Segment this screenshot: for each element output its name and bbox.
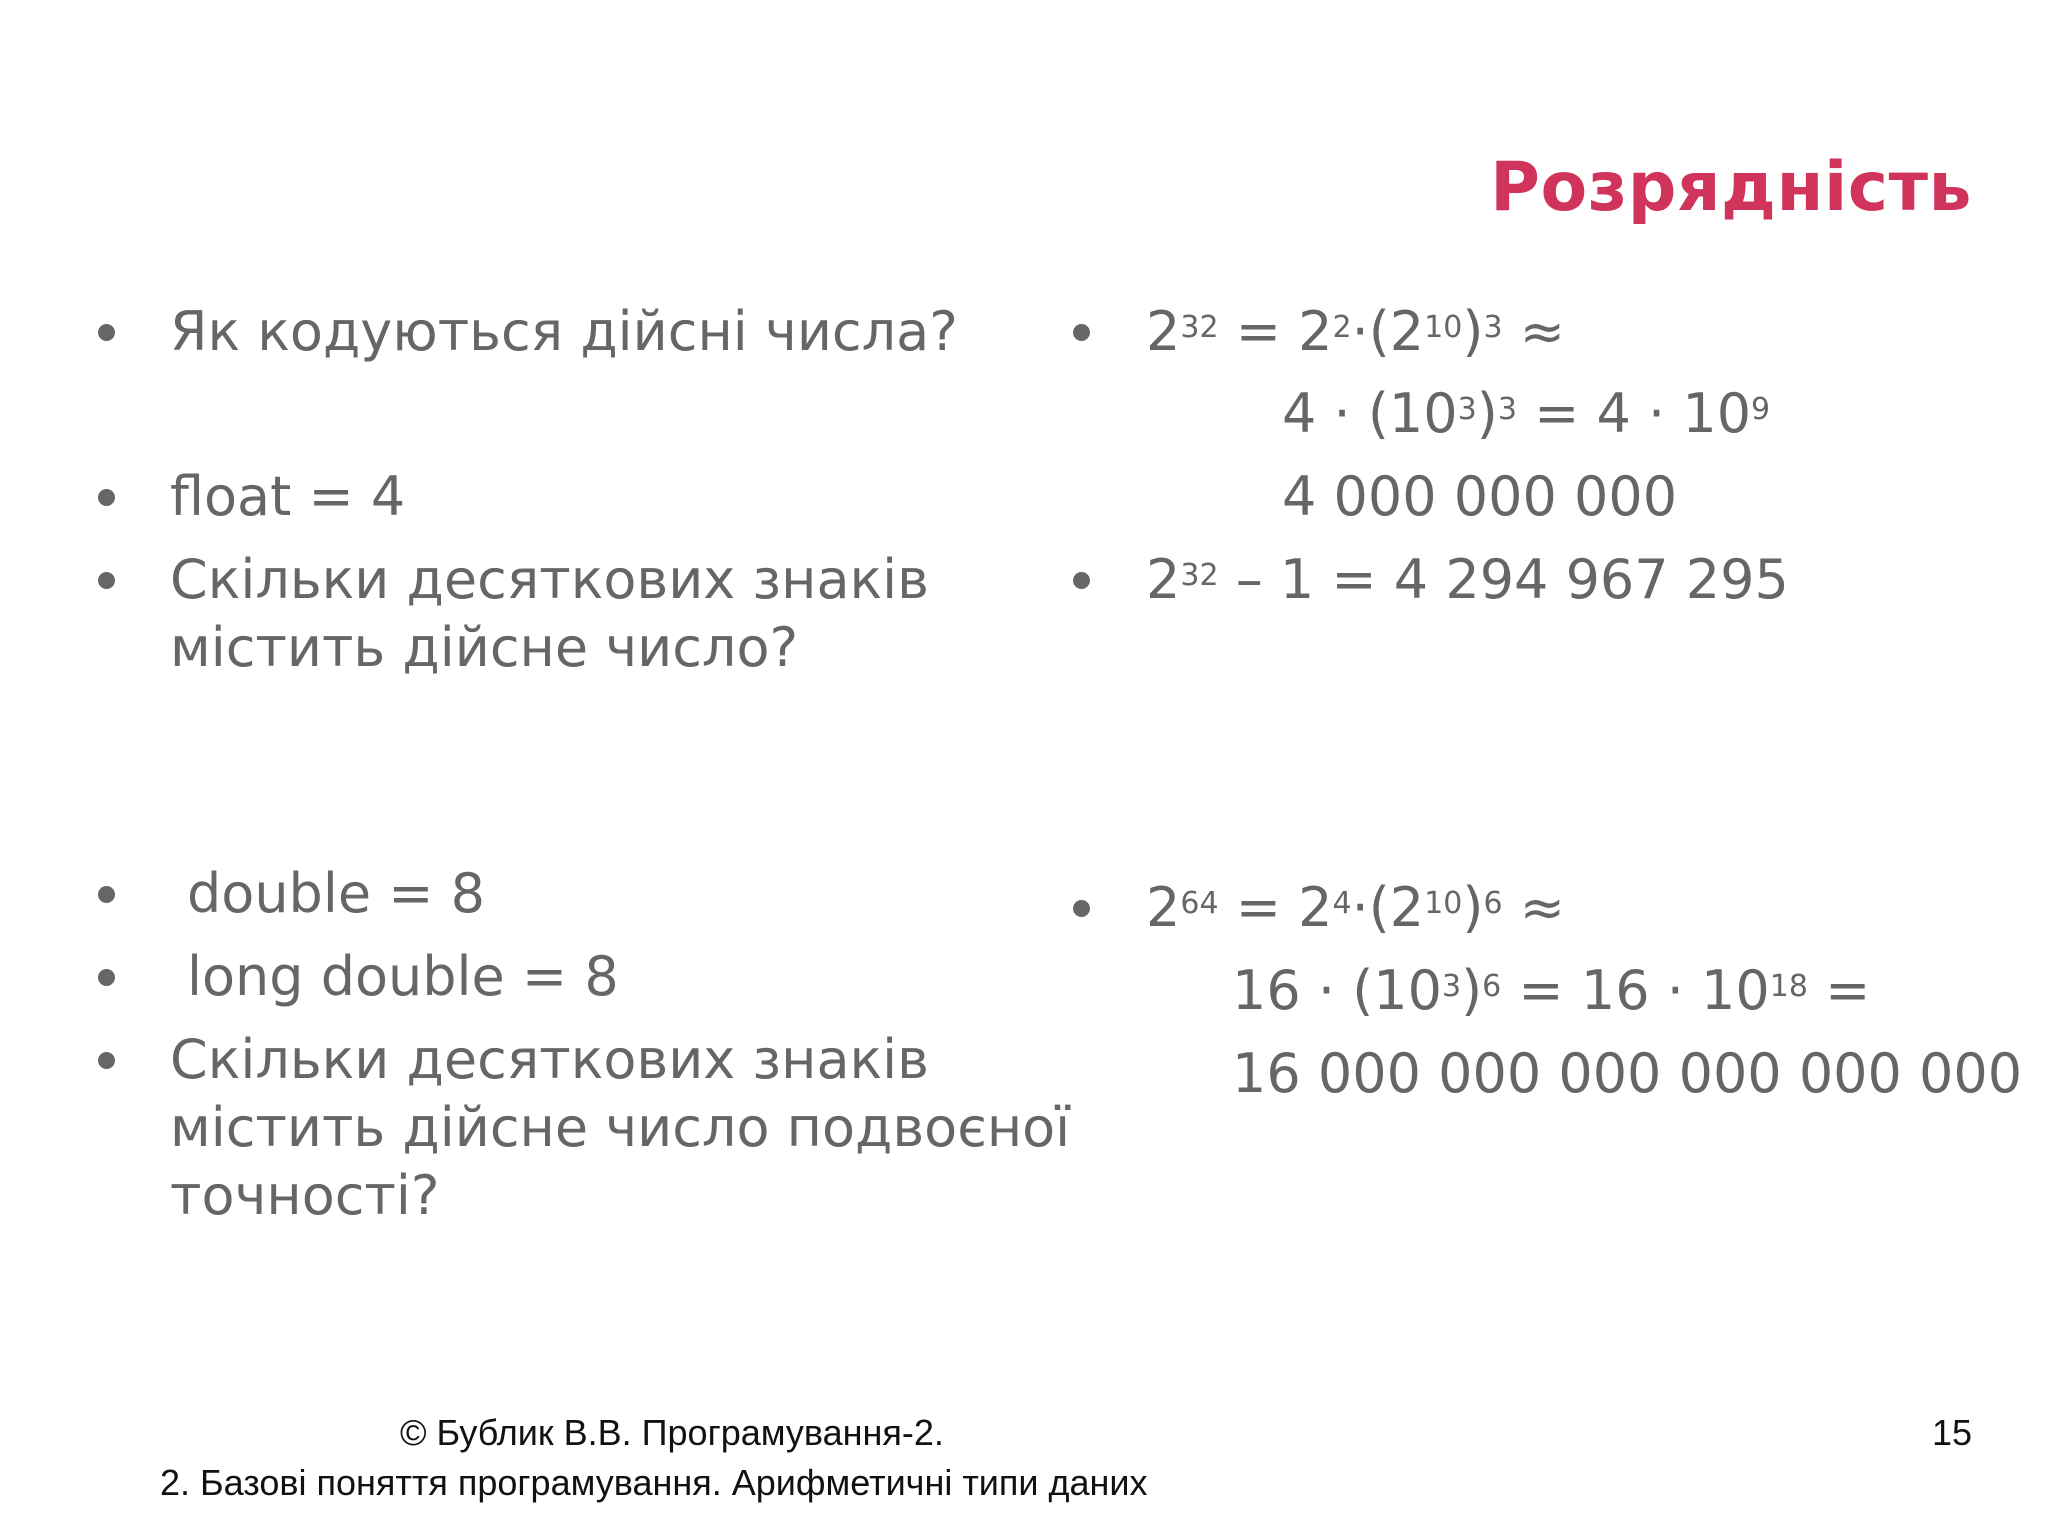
question-encoding: Як кодуються дійсні числа? [170, 300, 958, 363]
bullet-icon [1073, 324, 1090, 341]
float-size: float = 4 [170, 465, 406, 528]
formula-2-pow-32: $2^{32} = 2^2\cdot(2^{10})^3$ ≈ [1146, 300, 1565, 363]
bullet-icon [98, 489, 115, 506]
slide-title: Розрядність [1490, 148, 1972, 227]
bullet-icon [1073, 572, 1090, 589]
formula-2-pow-32-minus-1: $2^{32} - 1 = 4$ 294 967 295 [1146, 548, 1789, 611]
bullet-icon [98, 1052, 115, 1069]
bullet-icon [98, 969, 115, 986]
bullet-icon [98, 886, 115, 903]
formula-2-pow-64: $2^{64} = 2^4\cdot(2^{10})^6$ ≈ [1146, 876, 1565, 939]
value-4-billion: 4 000 000 000 [1282, 465, 1678, 528]
double-size: double = 8 [187, 862, 485, 925]
question-double-line3: точності? [170, 1164, 440, 1227]
bullet-icon [98, 572, 115, 589]
page-number: 15 [1931, 1412, 1972, 1453]
question-double-line2: містить дійсне число подвоєної [170, 1096, 1071, 1159]
bullet-icon [1073, 900, 1090, 917]
long-double-size: long double = 8 [187, 945, 619, 1008]
footer-copyright: © Бублик В.В. Програмування-2. [400, 1412, 944, 1453]
value-16-quintillion: 16 000 000 000 000 000 000 [1232, 1042, 2023, 1105]
bullet-icon [98, 324, 115, 341]
question-digits-line2: містить дійсне число? [170, 616, 799, 679]
question-digits-line1: Скільки десяткових знаків [170, 548, 929, 611]
formula-approx-1e9: $4 \cdot (10^3)^3 = 4 \cdot 10^9$ [1282, 382, 1771, 445]
question-double-line1: Скільки десяткових знаків [170, 1028, 929, 1091]
formula-approx-16e18: $16 \cdot (10^3)^6 = 16 \cdot 10^{18}$ = [1232, 959, 1871, 1022]
footer-course-topic: 2. Базові поняття програмування. Арифметичні типи даних [160, 1462, 1148, 1503]
